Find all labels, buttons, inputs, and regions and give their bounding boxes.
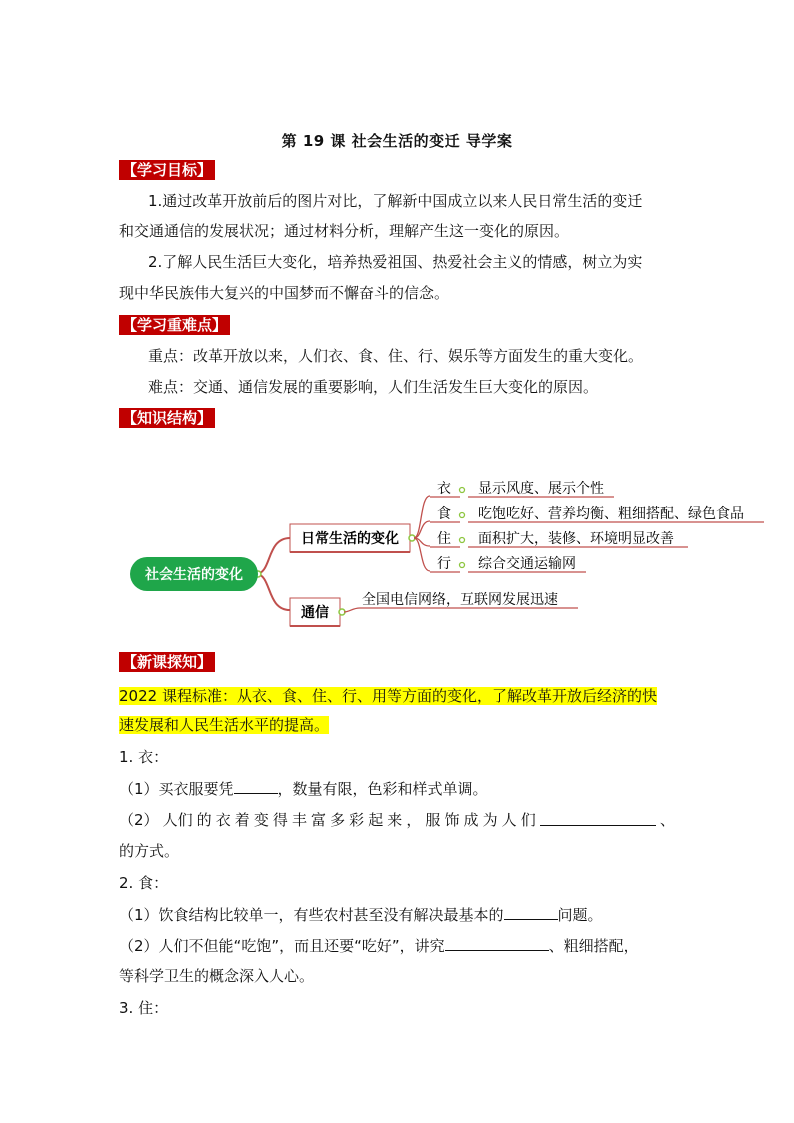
goal-1-line-1: 1.通过改革开放前后的图片对比，了解新中国成立以来人民日常生活的变迁 (148, 192, 643, 210)
section-tag-goals: 【学习目标】 (119, 160, 215, 180)
food-q1: （1）饮食结构比较单一，有些农村甚至没有解决最基本的 问题。 (119, 906, 603, 924)
curriculum-standard-line-2 (119, 715, 679, 735)
leaf-comm: 全国电信网络，互联网发展迅速 (362, 592, 558, 608)
root-label: 社会生活的变化 (145, 567, 243, 583)
link-root-comm (256, 574, 290, 610)
knowledge-mindmap (0, 460, 794, 660)
link-root-daily (256, 538, 290, 574)
key-point-text: 重点：改革开放以来，人们衣、食、住、行、娱乐等方面发生的重大变化。 (148, 347, 644, 365)
goal-2-line-2: 现中华民族伟大复兴的中国梦而不懈奋斗的信念。 (119, 284, 450, 302)
category-food: 食 (437, 506, 451, 522)
curriculum-standard-text-2: 速发展和人民生活水平的提高。 (119, 716, 330, 734)
category-clothing: 衣 (437, 481, 451, 497)
section-tag-structure: 【知识结构】 (119, 408, 215, 428)
leaf-food: 吃饱吃好、营养均衡、粗细搭配、绿色食品 (478, 506, 744, 522)
leaf-clothing: 显示风度、展示个性 (478, 481, 604, 497)
answer-blank[interactable] (234, 778, 278, 794)
page-title: 第 19 课 社会生活的变迁 导学案 (281, 132, 513, 150)
leaf-housing: 面积扩大，装修、环境明显改善 (478, 531, 674, 547)
goal-2-line-1: 2.了解人民生活巨大变化，培养热爱祖国、热爱社会主义的情感，树立为实 (148, 253, 643, 271)
food-heading: 2. 食： (119, 874, 169, 892)
answer-blank[interactable] (504, 904, 558, 920)
branch-daily-label: 日常生活的变化 (301, 531, 399, 547)
section-tag-key-points: 【学习重难点】 (119, 315, 230, 335)
difficult-point-text: 难点：交通、通信发展的重要影响，人们生活发生巨大变化的原因。 (148, 378, 599, 396)
clothing-q1: （1）买衣服要凭 ，数量有限，色彩和样式单调。 (119, 780, 488, 798)
answer-blank[interactable] (445, 935, 549, 951)
clothing-q2: （2） 人们 的 衣 着 变 得 丰 富 多 彩 起 来 ， 服 饰 成 为 人 们 、 (119, 811, 675, 829)
food-q2: （2）人们不但能“吃饱”，而且还要“吃好”，讲究 、粗细搭配， (119, 937, 639, 955)
category-housing: 住 (437, 531, 451, 547)
curriculum-standard-line-1 (119, 686, 675, 706)
branch-comm-label: 通信 (301, 605, 329, 621)
clothing-heading: 1. 衣： (119, 748, 169, 766)
category-transport: 行 (437, 556, 451, 572)
answer-blank[interactable] (540, 810, 656, 826)
food-q2-tail: 等科学卫生的概念深入人心。 (119, 967, 315, 985)
clothing-q2-tail: 的方式。 (119, 842, 180, 860)
goal-1-line-2: 和交通通信的发展状况；通过材料分析，理解产生这一变化的原因。 (119, 222, 570, 240)
curriculum-standard-text-1: 2022 课程标准：从衣、食、住、行、用等方面的变化，了解改革开放后经济的快 (119, 687, 657, 705)
section-tag-explore: 【新课探知】 (119, 652, 215, 672)
leaf-transport: 综合交通运输网 (478, 556, 576, 572)
housing-heading: 3. 住： (119, 999, 169, 1017)
